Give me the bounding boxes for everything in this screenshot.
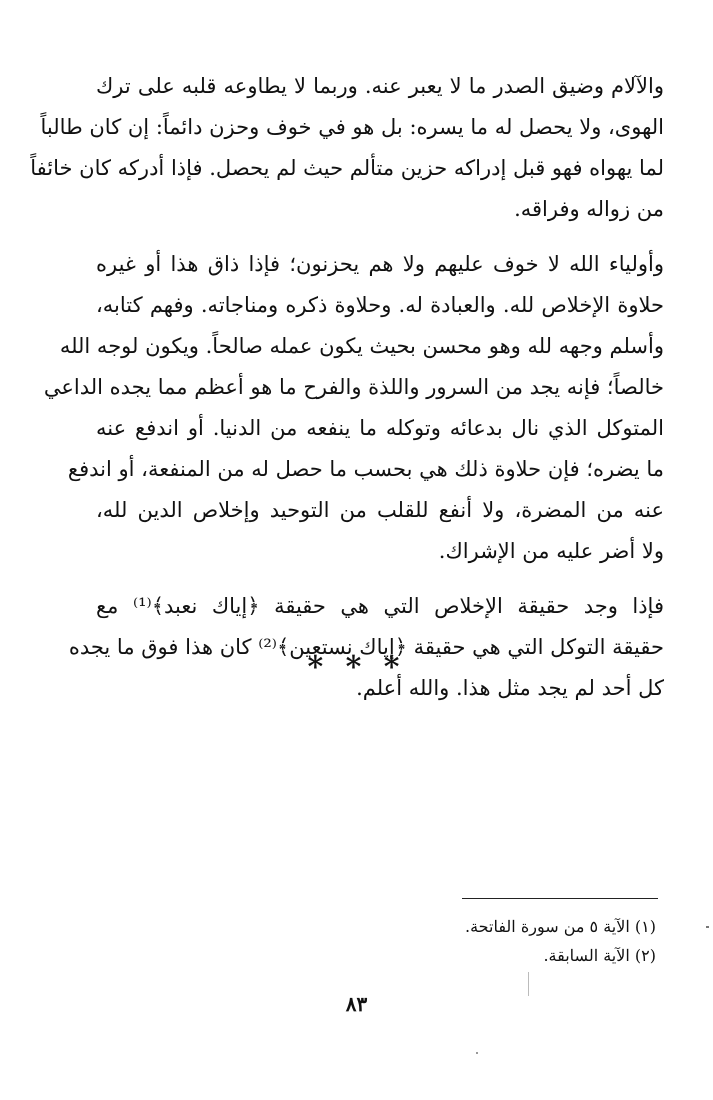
scan-speck bbox=[528, 972, 529, 996]
paragraph-gap bbox=[96, 572, 664, 586]
text-line: ما يضره؛ فإن حلاوة ذلك هي بحسب ما حصل له من المنفعة، أو اندفع bbox=[67, 457, 664, 481]
text-line: فإذا وجد حقيقة الإخلاص التي هي حقيقة ﴿إياك نعبد﴾⁽¹⁾ مع bbox=[96, 594, 664, 618]
footnote-1: (١) الآية ٥ من سورة الفاتحة. bbox=[465, 917, 656, 936]
text-line: الهوى، ولا يحصل له ما يسره: بل هو في خوف وحزن دائماً: إن كان طالباً bbox=[40, 115, 664, 139]
footnotes bbox=[256, 912, 656, 970]
body-text bbox=[30, 66, 664, 709]
text-line: كل أحد لم يجد مثل هذا. والله أعلم. bbox=[356, 676, 664, 700]
text-line: عنه من المضرة، ولا أنفع للقلب من التوحيد وإخلاص الدين لله، bbox=[96, 498, 664, 522]
paragraph-gap bbox=[96, 230, 664, 244]
scan-speck bbox=[476, 1052, 478, 1054]
footnote-2: (٢) الآية السابقة. bbox=[543, 946, 656, 965]
text-line: حقيقة التوكل التي هي حقيقة ﴿إياك نستعين﴾⁽²⁾ كان هذا فوق ما يجده bbox=[68, 635, 664, 659]
text-line: المتوكل الذي نال بدعائه وتوكله ما ينفعه من الدنيا. أو اندفع عنه bbox=[96, 416, 664, 440]
section-separator: * * * bbox=[307, 650, 406, 685]
text-line: من زواله وفراقه. bbox=[514, 197, 664, 221]
scan-speck bbox=[706, 926, 709, 928]
text-line: حلاوة الإخلاص لله. والعبادة له. وحلاوة ذكره ومناجاته. وفهم كتابه، bbox=[96, 293, 664, 317]
text-line: والآلام وضيق الصدر ما لا يعبر عنه. وربما لا يطاوعه قلبه على ترك bbox=[96, 74, 664, 98]
text-line: ولا أضر عليه من الإشراك. bbox=[438, 539, 664, 563]
text-line: وأسلم وجهه لله وهو محسن بحيث يكون عمله صالحاً. ويكون لوجه الله bbox=[59, 334, 664, 358]
text-line: خالصاً؛ فإنه يجد من السرور واللذة والفرح ما هو أعظم مما يجده الداعي bbox=[43, 375, 664, 399]
page-number: ٨٣ bbox=[345, 992, 368, 1016]
text-line: وأولياء الله لا خوف عليهم ولا هم يحزنون؛ فإذا ذاق هذا أو غيره bbox=[96, 252, 664, 276]
footnote-divider bbox=[462, 898, 658, 899]
text-line: لما يهواه فهو قبل إدراكه حزين متألم حيث لم يحصل. فإذا أدركه كان خائفاً bbox=[30, 156, 664, 180]
